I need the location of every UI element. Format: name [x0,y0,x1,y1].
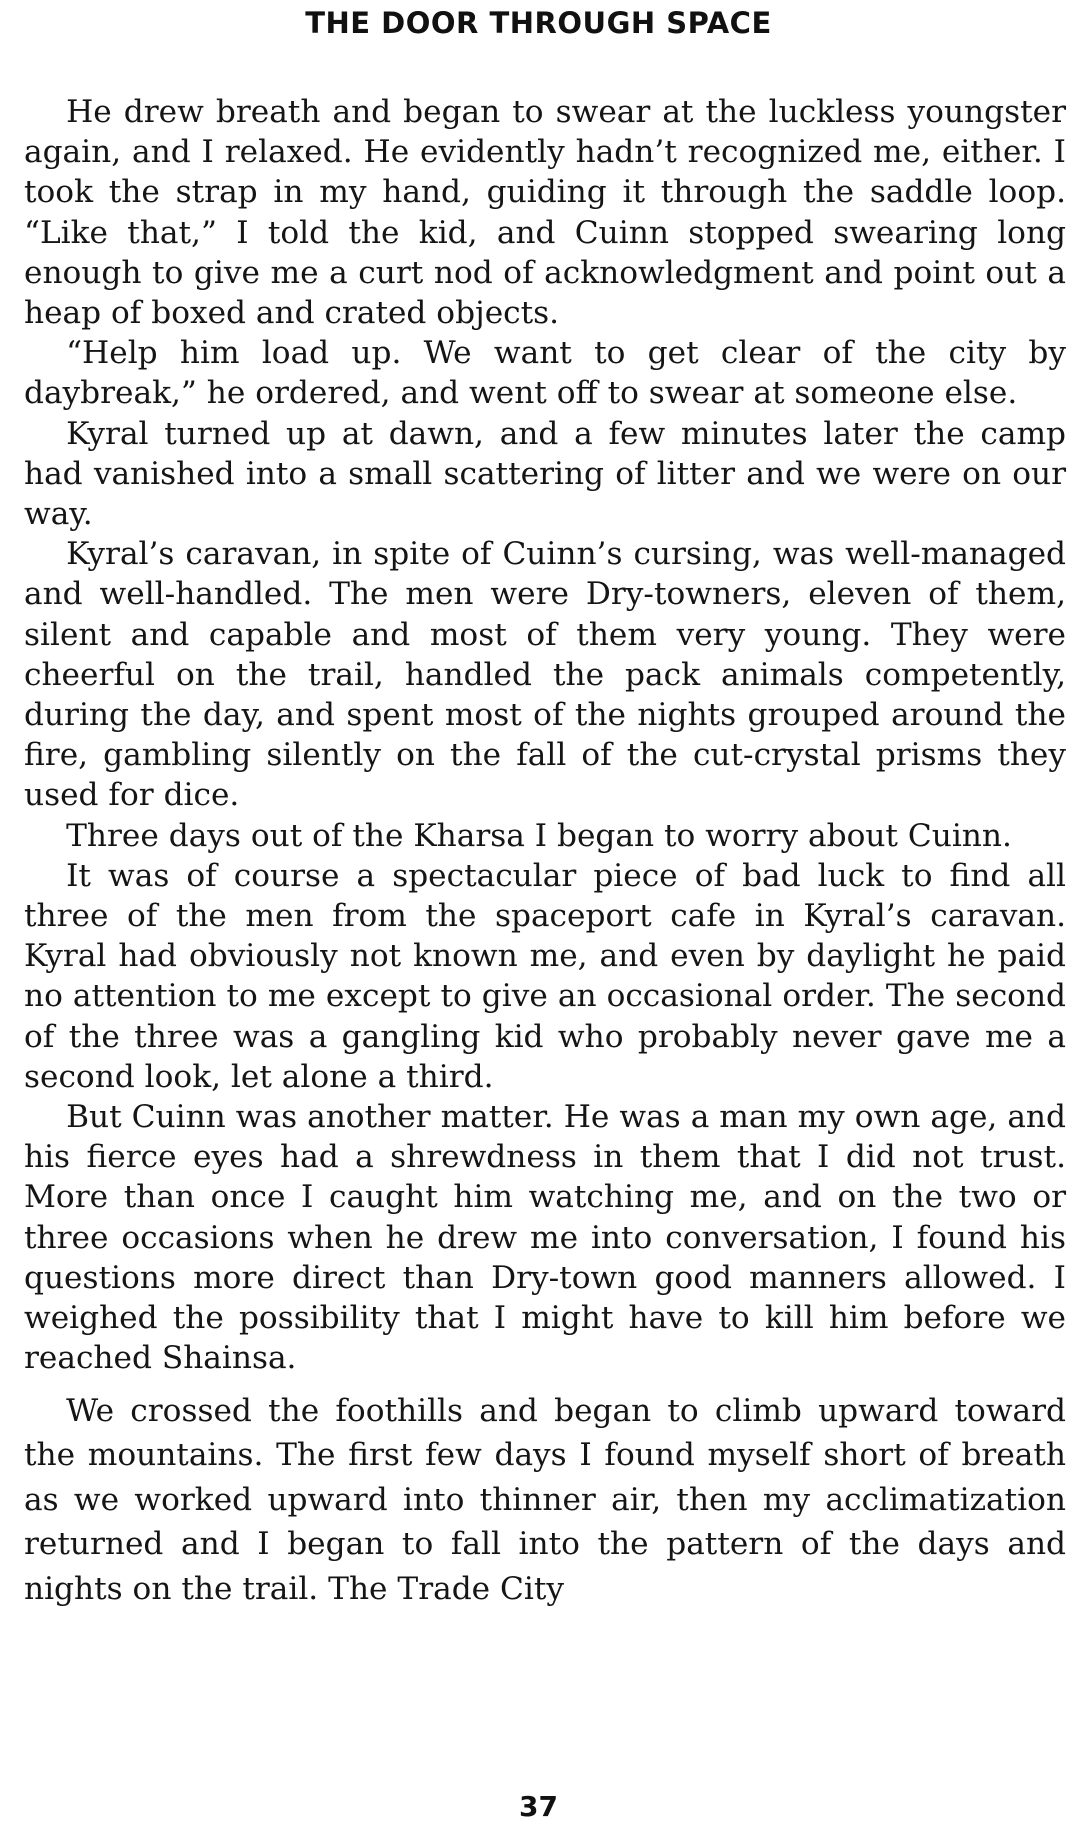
page-number: 37 [519,1790,558,1823]
paragraph: It was of course a spectacular piece of bad luck to find all three of the men from the spaceport cafe in Kyral’s caravan. Kyral had obviously not known me, and even by daylight he paid no attention to me except to give an occasional order. The second of the three was a gangling kid who probably never gave me a second look, let alone a third. [24,857,1066,1095]
paragraph: “Help him load up. We want to get clear of the city by daybreak,” he ordered, and went off to swear at someone else. [24,335,1066,412]
paragraph: But Cuinn was another matter. He was a man my own age, and his fierce eyes had a shrewdness in them that I did not trust. More than once I caught him watching me, and on the two or three occasions when he drew me into conversation, I found his questions more direct than Dry-town good manners allowed. I weighed the possibility that I might have to kill him before we reached Shainsa. [24,1099,1066,1377]
paragraph: We crossed the foothills and began to climb upward toward the mountains. The first few days I found myself short of breath as we worked upward into thinner air, then my acclimatization returned and I began to fall into the pattern of the days and nights on the trail. The Trade City [24,1392,1066,1607]
paragraph: Kyral’s caravan, in spite of Cuinn’s cursing, was well-managed and well-handled. The men were Dry-towners, eleven of them, silent and capable and most of them very young. They were cheerful on the trail, handled the pack animals competently, during the day, and spent most of the nights grouped around the fire, gambling silently on the fall of the cut-crystal prisms they used for dice. [24,536,1066,814]
paragraph: Kyral turned up at dawn, and a few minutes later the camp had vanished into a small scattering of litter and we were on our way. [24,415,1066,533]
body-text [24,92,1066,1611]
paragraph: Three days out of the Kharsa I began to worry about Cuinn. [66,817,1012,854]
paragraph: He drew breath and began to swear at the luckless youngster again, and I relaxed. He evidently hadn’t recognized me, either. I took the strap in my hand, guiding it through the saddle loop. “Like that,” I told the kid, and Cuinn stopped swearing long enough to give me a curt nod of acknowledgment and point out a heap of boxed and crated objects. [24,94,1066,332]
running-head-title: THE DOOR THROUGH SPACE [305,6,772,40]
